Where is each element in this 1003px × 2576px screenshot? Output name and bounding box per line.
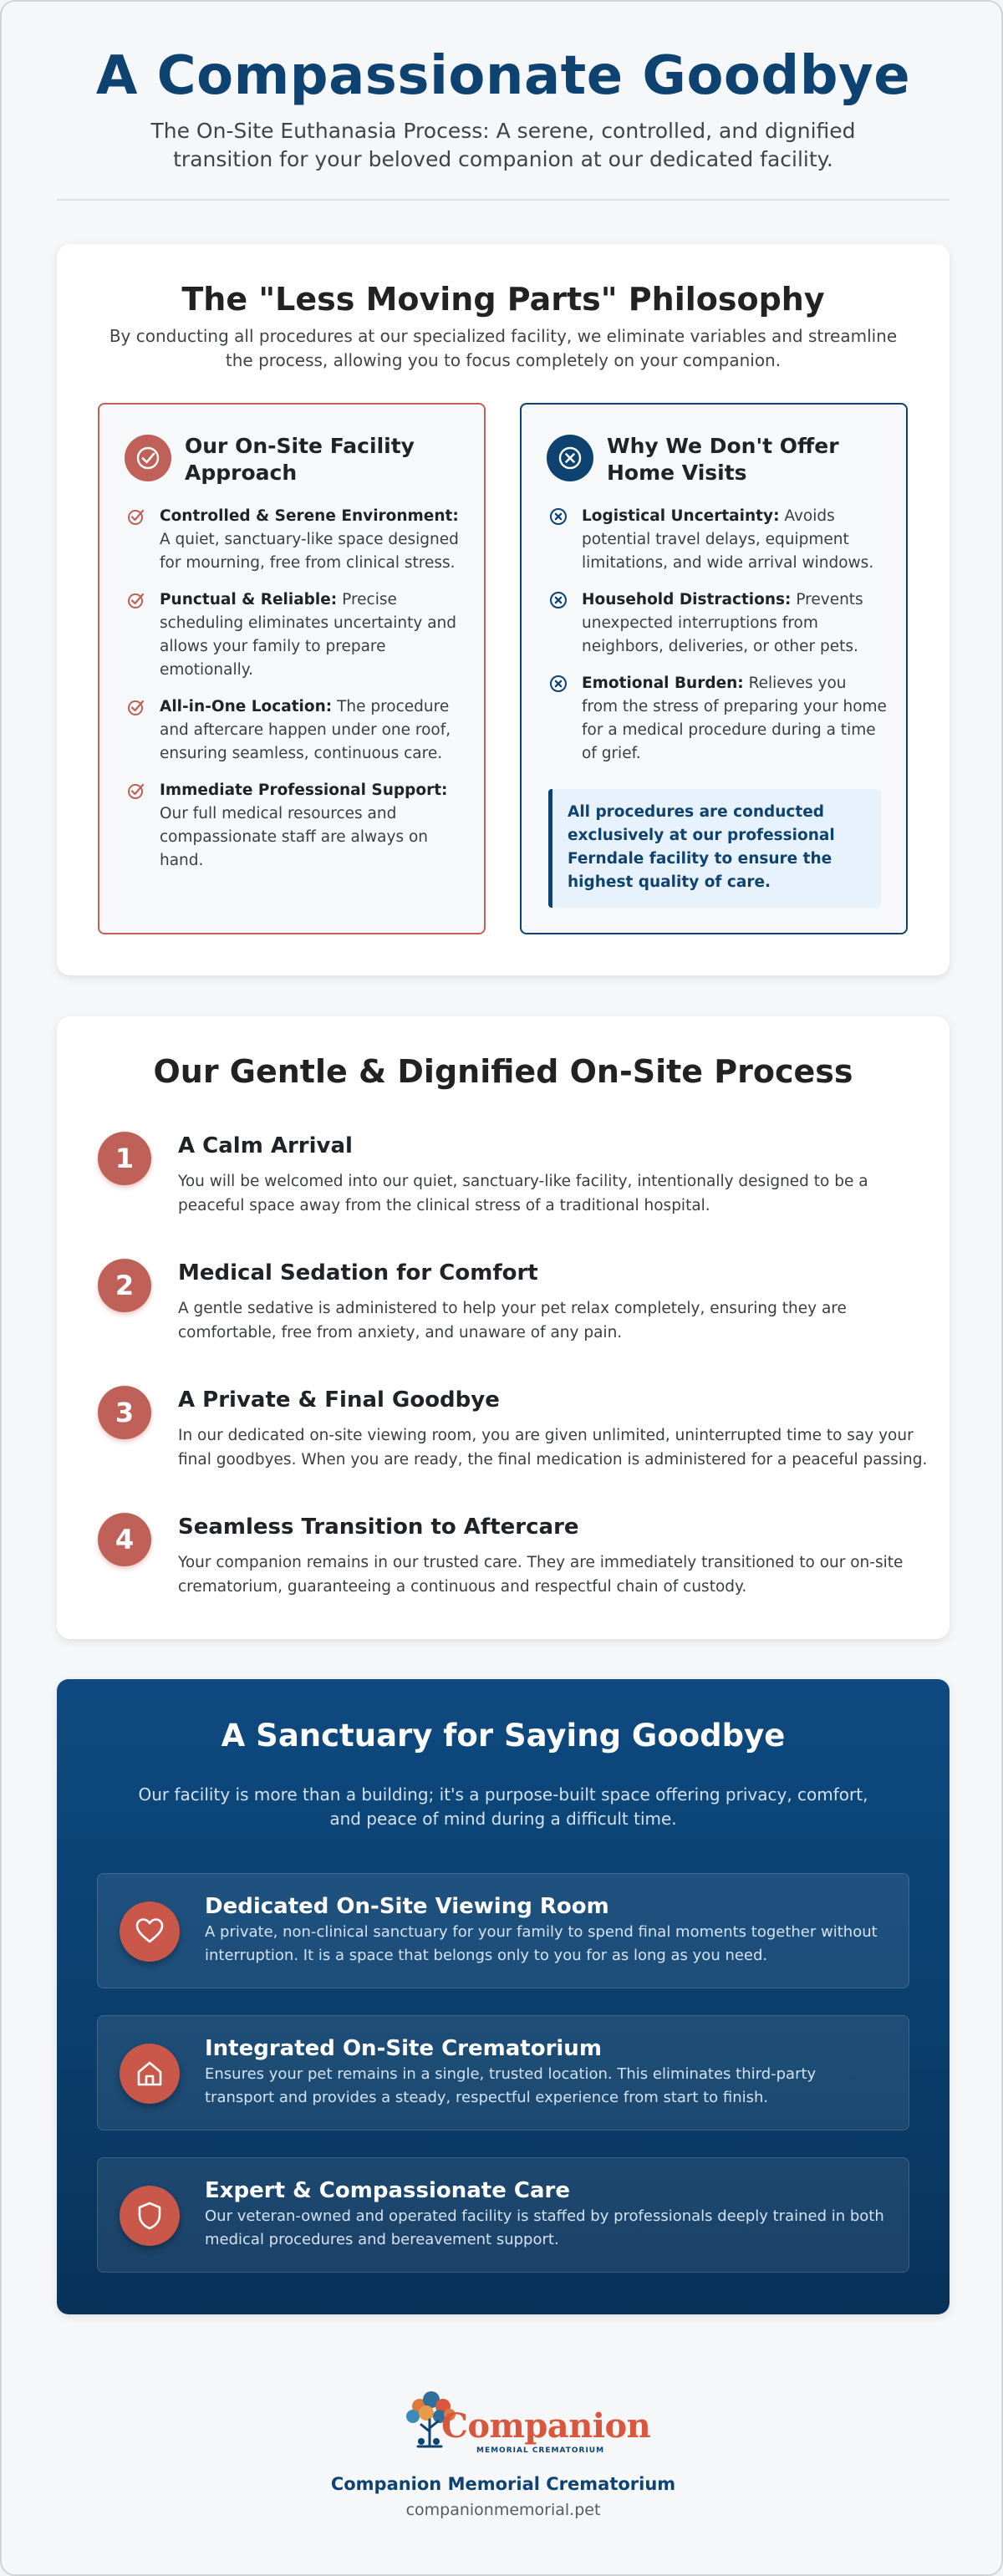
page-title: A Compassionate Goodbye (95, 45, 911, 107)
step-number-badge: 4 (98, 1513, 151, 1566)
sanctuary-title: A Sanctuary for Saying Goodbye (221, 1718, 786, 1754)
step-title: Medical Sedation for Comfort (178, 1260, 538, 1285)
point-label: Punctual & Reliable: (160, 591, 338, 608)
check-circle-icon (126, 697, 146, 717)
home-visits-panel (520, 403, 908, 934)
process-step (98, 1386, 928, 1478)
facility-note-text: All procedures are conducted exclusively at our professional Ferndale facility to ensure the highest quality of care. (568, 803, 835, 891)
point-text: Precise scheduling eliminates uncertainty and allows your family to prepare emotionally. (160, 591, 457, 679)
logo-wordmark: Companion (441, 2406, 651, 2446)
step-number-badge: 3 (98, 1386, 151, 1439)
process-step (98, 1132, 925, 1224)
point-label: Emotional Burden: (582, 675, 744, 692)
x-circle-icon (548, 674, 568, 694)
feature-title: Expert & Compassionate Care (205, 2178, 570, 2203)
feature-title: Dedicated On-Site Viewing Room (205, 1894, 609, 1919)
feature-expert-care (97, 2157, 909, 2273)
check-circle-icon (126, 590, 146, 610)
philosophy-subtitle: By conducting all procedures at our specialized facility, we eliminate variables and streamline the process, allowing you to focus completely on your companion. (109, 326, 898, 370)
shield-icon (120, 2186, 180, 2246)
philosophy-title: The "Less Moving Parts" Philosophy (181, 281, 825, 318)
page-subtitle: The On-Site Euthanasia Process: A serene, controlled, and dignified transition for your beloved companion at our dedicated facility. (150, 119, 856, 171)
process-step (98, 1513, 925, 1605)
feature-crematorium (97, 2015, 909, 2131)
feature-viewing-room (97, 1873, 909, 1988)
point-text: Relieves you from the stress of preparing your home for a medical procedure during a time of grief. (582, 675, 887, 762)
check-circle-icon (126, 507, 146, 527)
point-text: A quiet, sanctuary-like space designed for mourning, free from clinical stress. (160, 531, 459, 572)
point-label: All-in-One Location: (160, 698, 333, 715)
heart-icon (120, 1901, 180, 1962)
feature-description: Our veteran-owned and operated facility is staffed by professionals deeply trained in both medical procedures and bereavement support. (205, 2207, 884, 2248)
sanctuary-subtitle: Our facility is more than a building; it's a purpose-built space offering privacy, comfort, and peace of mind during a difficult time. (138, 1784, 868, 1829)
step-description: A gentle sedative is administered to help your pet relax completely, ensuring they are comfortable, free from anxiety, and unaware of any pain. (178, 1300, 847, 1341)
home-visits-title: Why We Don't Offer Home Visits (607, 434, 839, 485)
footer-website[interactable]: companionmemorial.pet (405, 2501, 601, 2519)
point-text: The procedure and aftercare happen under one roof, ensuring seamless, continuous care. (160, 698, 451, 762)
step-description: Your companion remains in our trusted care. They are immediately transitioned to our on-site crematorium, guaranteeing a continuous and respectful chain of custody. (178, 1554, 904, 1596)
sanctuary-card (57, 1679, 950, 2314)
point-label: Controlled & Serene Environment: (160, 507, 459, 525)
facility-approach-panel (98, 403, 486, 934)
step-description: You will be welcomed into our quiet, sanctuary-like facility, intentionally designed to be a peaceful space away from the clinical stress of a traditional hospital. (178, 1173, 868, 1214)
home-icon (120, 2044, 180, 2104)
feature-description: A private, non-clinical sanctuary for your family to spend final moments together without interruption. It is a space that belongs only to you for as long as you need. (205, 1923, 878, 1964)
point-label: Logistical Uncertainty: (582, 507, 780, 525)
process-step (98, 1259, 925, 1351)
company-logo (401, 2388, 651, 2465)
check-circle-icon (126, 781, 146, 801)
step-number-badge: 1 (98, 1132, 151, 1185)
philosophy-card (57, 244, 950, 975)
x-circle-icon (548, 590, 568, 610)
header-divider (57, 199, 950, 201)
point-label: Household Distractions: (582, 591, 792, 608)
x-circle-icon (548, 507, 568, 527)
logo-tagline: MEMORIAL CREMATORIUM (476, 2446, 605, 2455)
step-number-badge: 2 (98, 1259, 151, 1312)
point-text: Prevents unexpected interruptions from neighbors, deliveries, or other pets. (582, 591, 863, 655)
point-text: Avoids potential travel delays, equipment limitations, and wide arrival windows. (582, 507, 874, 572)
step-description: In our dedicated on-site viewing room, you are given unlimited, uninterrupted time to say your final goodbyes. When you are ready, the final medication is administered for a peaceful passing. (178, 1427, 928, 1469)
step-title: Seamless Transition to Aftercare (178, 1515, 579, 1540)
step-title: A Private & Final Goodbye (178, 1387, 500, 1413)
x-circle-icon (547, 435, 593, 481)
feature-title: Integrated On-Site Crematorium (205, 2036, 602, 2061)
point-text: Our full medical resources and compassionate staff are always on hand. (160, 805, 429, 869)
facility-note-callout (548, 789, 881, 908)
step-title: A Calm Arrival (178, 1133, 353, 1158)
process-card (57, 1016, 950, 1639)
footer-company-name: Companion Memorial Crematorium (330, 2474, 676, 2494)
point-label: Immediate Professional Support: (160, 781, 448, 799)
facility-approach-title: Our On-Site Facility Approach (185, 434, 415, 485)
feature-description: Ensures your pet remains in a single, trusted location. This eliminates third-party transport and provides a steady, respectful experience from start to finish. (205, 2065, 817, 2106)
process-title: Our Gentle & Dignified On-Site Process (153, 1053, 853, 1090)
check-circle-icon (125, 435, 171, 481)
